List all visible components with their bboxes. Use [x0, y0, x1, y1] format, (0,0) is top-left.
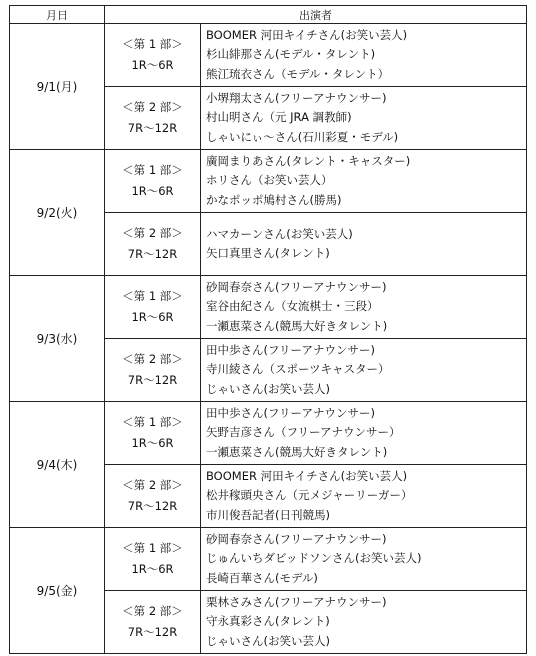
- part-label: ＜第 1 部＞: [122, 163, 183, 177]
- cast-cell: [201, 591, 527, 654]
- part-cell: [105, 24, 201, 87]
- date-cell: 9/5(金): [10, 528, 105, 654]
- race-range: 1R～6R: [131, 58, 174, 72]
- performer-entry: かなポッポ鳩村さん(勝馬): [206, 192, 342, 207]
- cast-cell: [201, 87, 527, 150]
- race-range: 7R～12R: [127, 247, 178, 261]
- performer-entry: 長崎百華さん(モデル): [206, 570, 318, 585]
- date-cell: 9/1(月): [10, 24, 105, 150]
- performer-entry: 熊江琉衣さん（モデル・タレント）: [206, 66, 390, 81]
- part-cell: [105, 528, 201, 591]
- schedule-body: [10, 24, 527, 654]
- part-cell: [105, 87, 201, 150]
- part-label: ＜第 2 部＞: [122, 352, 183, 366]
- race-range: 7R～12R: [127, 121, 178, 135]
- performer-entry: ホリさん（お笑い芸人）: [206, 173, 333, 188]
- performer-entry: BOOMER 河田キイチさん(お笑い芸人): [206, 27, 408, 42]
- performer-entry: 砂岡春奈さん(フリーアナウンサー): [206, 531, 387, 546]
- performer-entry: じゃいさん(お笑い芸人): [206, 381, 330, 396]
- performer-entry: 小堺翔太さん(フリーアナウンサー): [206, 90, 387, 105]
- part-row: [10, 150, 527, 213]
- performer-entry: じゃいさん(お笑い芸人): [206, 633, 330, 648]
- date-cell: 9/2(火): [10, 150, 105, 276]
- part-label: ＜第 1 部＞: [122, 289, 183, 303]
- performer-entry: 砂岡春奈さん(フリーアナウンサー): [206, 279, 387, 294]
- part-cell: [105, 150, 201, 213]
- race-range: 1R～6R: [131, 184, 174, 198]
- performer-entry: しゃいにぃ～さん(石川彩夏・モデル): [206, 129, 399, 144]
- part-cell: [105, 402, 201, 465]
- performer-entry: 廣岡まりあさん(タレント・キャスター): [206, 153, 411, 168]
- part-label: ＜第 1 部＞: [122, 37, 183, 51]
- cast-cell: [201, 465, 527, 528]
- part-cell: [105, 213, 201, 276]
- race-range: 7R～12R: [127, 625, 178, 639]
- performer-entry: 寺川綾さん（スポーツキャスター）: [206, 362, 390, 377]
- performer-entry: 田中歩さん(フリーアナウンサー): [206, 342, 375, 357]
- part-label: ＜第 1 部＞: [122, 541, 183, 555]
- performer-entry: 栗林さみさん(フリーアナウンサー): [206, 594, 387, 609]
- cast-cell: [201, 402, 527, 465]
- race-range: 1R～6R: [131, 562, 174, 576]
- cast-cell: [201, 213, 527, 276]
- performer-entry: 守永真彩さん(タレント): [206, 614, 330, 629]
- part-cell: [105, 591, 201, 654]
- performer-entry: 一瀬恵菜さん(競馬大好きタレント): [206, 444, 388, 459]
- performer-entry: 田中歩さん(フリーアナウンサー): [206, 405, 375, 420]
- performer-entry: 矢口真里さん(タレント): [206, 246, 330, 260]
- part-cell: [105, 276, 201, 339]
- part-row: [10, 24, 527, 87]
- performer-entry: 矢野吉彦さん（フリーアナウンサー）: [206, 425, 401, 440]
- performer-entry: 杉山緋那さん(モデル・タレント): [206, 47, 376, 62]
- part-label: ＜第 2 部＞: [122, 478, 183, 492]
- part-label: ＜第 2 部＞: [122, 100, 183, 114]
- race-range: 7R～12R: [127, 373, 178, 387]
- cast-cell: [201, 150, 527, 213]
- race-range: 1R～6R: [131, 436, 174, 450]
- performer-entry: 室谷由紀さん（女流棋士・三段）: [206, 299, 379, 314]
- performer-entry: BOOMER 河田キイチさん(お笑い芸人): [206, 468, 408, 483]
- performer-entry: 村山明さん（元 JRA 調教師): [206, 110, 352, 125]
- cast-cell: [201, 528, 527, 591]
- performer-entry: 一瀬恵菜さん(競馬大好きタレント): [206, 318, 388, 333]
- part-cell: [105, 465, 201, 528]
- cast-column-header: 出演者: [105, 6, 527, 24]
- part-row: [10, 402, 527, 465]
- header-row: [10, 6, 527, 24]
- performer-entry: じゅんいちダビッドソンさん(お笑い芸人): [206, 551, 422, 566]
- cast-cell: [201, 276, 527, 339]
- date-cell: 9/3(水): [10, 276, 105, 402]
- part-label: ＜第 2 部＞: [122, 604, 183, 618]
- performer-entry: 市川俊吾記者(日刊競馬): [206, 507, 330, 522]
- schedule-wrapper: [9, 5, 527, 654]
- part-label: ＜第 2 部＞: [122, 226, 183, 240]
- schedule-table: [9, 5, 527, 654]
- date-column-header: 月日: [10, 6, 105, 24]
- part-label: ＜第 1 部＞: [122, 415, 183, 429]
- performer-entry: ハマカーンさん(お笑い芸人): [206, 226, 353, 241]
- date-cell: 9/4(木): [10, 402, 105, 528]
- performer-entry: 松井稼頭央さん（元メジャーリーガー）: [206, 488, 413, 503]
- part-row: [10, 528, 527, 591]
- race-range: 7R～12R: [127, 499, 178, 513]
- part-row: [10, 276, 527, 339]
- cast-cell: [201, 24, 527, 87]
- part-cell: [105, 339, 201, 402]
- cast-cell: [201, 339, 527, 402]
- race-range: 1R～6R: [131, 310, 174, 324]
